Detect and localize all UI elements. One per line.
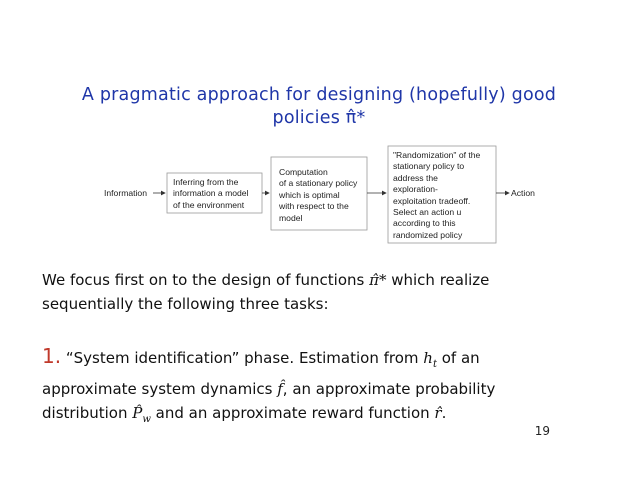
box3-line: exploration-: [393, 184, 438, 195]
box3-line: randomized policy: [393, 229, 463, 240]
input-label-information: Information: [104, 188, 147, 198]
task-1-line-1: 1. “System identification” phase. Estimation from $h_t$ of an: [42, 344, 480, 370]
title-line-2: policies π̂*: [272, 108, 366, 128]
box2-text: [279, 167, 357, 224]
box3-line: according to this: [393, 218, 456, 229]
box3-text: [393, 150, 480, 241]
task-1-line-2: approximate system dynamics f̂, an approximate probability: [42, 380, 496, 398]
intro-paragraph: [42, 268, 602, 316]
box3-line: stationary policy to: [393, 161, 465, 172]
task-1-line-3: distribution $P̂_w$ and an approximate reward function r̂.: [42, 404, 447, 425]
intro-line-1: We focus first on to the design of functions π̂* which realize: [42, 271, 490, 289]
box2-line: model: [279, 212, 303, 223]
box3-line: "Randomization" of the: [393, 150, 481, 160]
output-label-action: Action: [511, 188, 535, 198]
box3-line: exploitation tradeoff.: [393, 195, 471, 206]
task-item-1: [42, 344, 602, 432]
box2-line: which is optimal: [279, 189, 340, 200]
box2-line: of a stationary policy: [279, 178, 358, 189]
page-number: 19: [534, 424, 550, 438]
box3-line: address the: [393, 172, 438, 183]
pi-hat-symbol: π̂*: [369, 271, 387, 289]
task-number: 1.: [42, 344, 62, 368]
title-line-1: A pragmatic approach for designing (hopefully) good: [81, 85, 557, 105]
box1-line: information a model: [173, 188, 249, 199]
box1-text: [173, 177, 248, 211]
box2-line: with respect to the: [279, 201, 349, 212]
intro-line-2: sequentially the following three tasks:: [42, 295, 329, 313]
box1-line: Inferring from the: [173, 177, 239, 187]
box3-line: Select an action u: [393, 207, 462, 218]
box1-line: of the environment: [173, 199, 245, 210]
box2-line: Computation: [279, 167, 328, 177]
